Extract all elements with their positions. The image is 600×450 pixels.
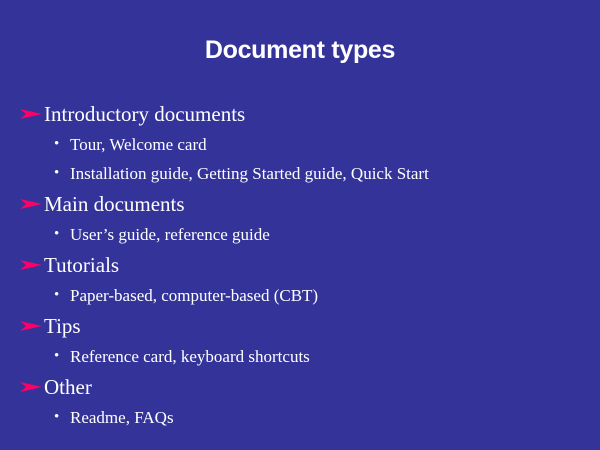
section-label: Introductory documents [44, 101, 246, 126]
section-other [20, 371, 590, 432]
dot-bullet-icon: • [54, 226, 60, 242]
sub-item [20, 130, 590, 159]
sub-item-label: Reference card, keyboard shortcuts [70, 346, 310, 366]
sub-item-label: Installation guide, Getting Started guide, Quick Start [70, 163, 429, 183]
bullet-list [20, 98, 590, 432]
sub-item-label: Paper-based, computer-based (CBT) [70, 285, 319, 305]
sub-item-label: Tour, Welcome card [70, 134, 207, 154]
section-heading [20, 249, 590, 281]
arrowhead-bullet-icon [20, 258, 42, 272]
section-tutorials [20, 249, 590, 310]
sub-item [20, 159, 590, 188]
sub-item [20, 220, 590, 249]
arrowhead-bullet-icon [20, 319, 42, 333]
dot-bullet-icon: • [54, 165, 60, 181]
section-introductory [20, 98, 590, 188]
sub-list [20, 403, 590, 432]
dot-bullet-icon: • [54, 136, 60, 152]
sub-item [20, 403, 590, 432]
section-heading [20, 310, 590, 342]
section-label: Main documents [44, 191, 185, 216]
section-main [20, 188, 590, 249]
section-heading [20, 371, 590, 403]
arrowhead-bullet-icon [20, 380, 42, 394]
sub-list [20, 220, 590, 249]
sub-list [20, 130, 590, 188]
sub-item-label: User’s guide, reference guide [70, 224, 270, 244]
sub-item [20, 281, 590, 310]
dot-bullet-icon: • [54, 409, 60, 425]
dot-bullet-icon: • [54, 348, 60, 364]
arrowhead-bullet-icon [20, 107, 42, 121]
sub-item [20, 342, 590, 371]
arrowhead-bullet-icon [20, 197, 42, 211]
sub-item-label: Readme, FAQs [70, 407, 174, 427]
section-label: Tips [44, 313, 81, 338]
section-heading [20, 188, 590, 220]
sub-list [20, 342, 590, 371]
section-label: Other [44, 374, 92, 399]
section-heading [20, 98, 590, 130]
dot-bullet-icon: • [54, 287, 60, 303]
section-label: Tutorials [44, 252, 120, 277]
sub-list [20, 281, 590, 310]
slide-title: Document types [204, 36, 396, 64]
section-tips [20, 310, 590, 371]
